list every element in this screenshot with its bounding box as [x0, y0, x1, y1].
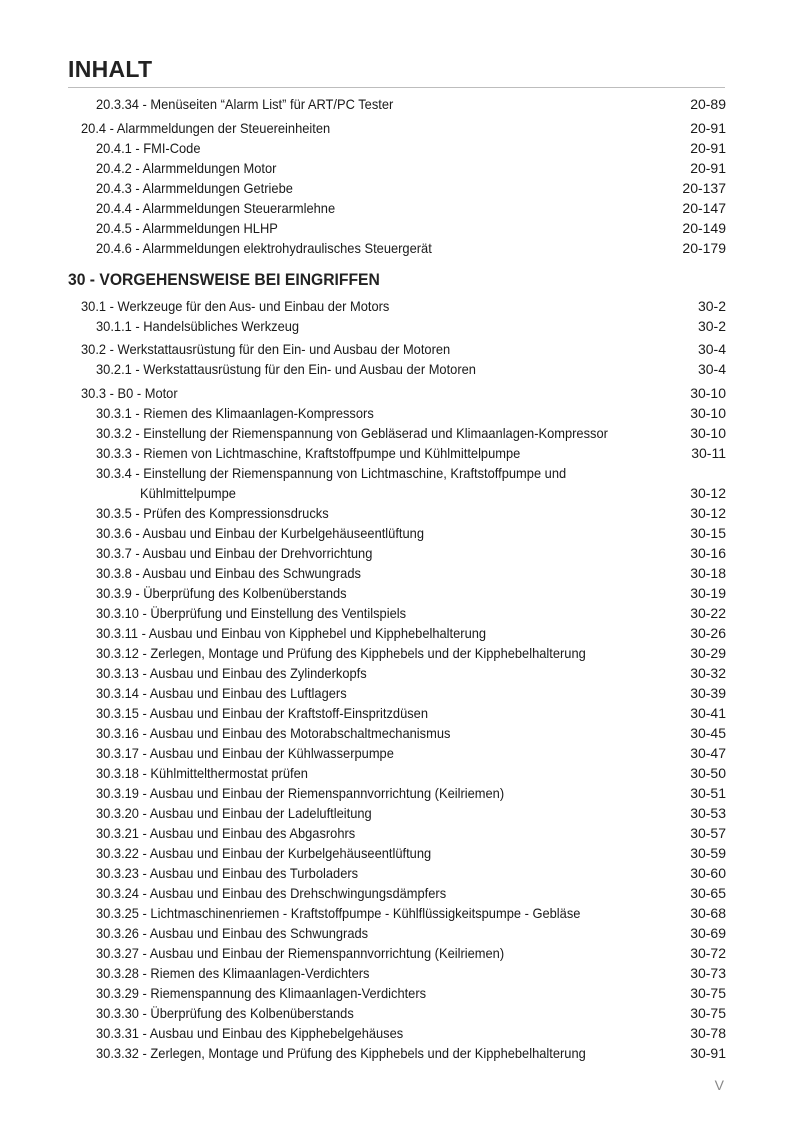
- toc-page-reference[interactable]: 30-53: [690, 805, 726, 821]
- toc-entry-link[interactable]: 30.3.7 - Ausbau und Einbau der Drehvorrichtung: [96, 545, 373, 561]
- toc-entry-link[interactable]: 30.3.1 - Riemen des Klimaanlagen-Kompressors: [96, 405, 374, 421]
- toc-entry-link[interactable]: 30.2 - Werkstattausrüstung für den Ein- und Ausbau der Motoren: [81, 341, 451, 357]
- toc-entry-link[interactable]: 20.4.1 - FMI-Code: [96, 140, 201, 156]
- toc-page-reference[interactable]: 30-91: [690, 1045, 726, 1061]
- toc-page-reference[interactable]: 20-91: [690, 160, 726, 176]
- toc-entry-link[interactable]: 30.3.32 - Zerlegen, Montage und Prüfung des Kipphebels und der Kipphebelhalterung: [96, 1045, 586, 1061]
- toc-entry-link[interactable]: 30.3.9 - Überprüfung des Kolbenüberstands: [96, 585, 347, 601]
- toc-entry-link[interactable]: 30.3.15 - Ausbau und Einbau der Kraftstoff-Einspritzdüsen: [96, 705, 429, 721]
- toc-entry-link[interactable]: 30.3.22 - Ausbau und Einbau der Kurbelgehäuseentlüftung: [96, 845, 432, 861]
- toc-entry-link[interactable]: 30.3.10 - Überprüfung und Einstellung des Ventilspiels: [96, 605, 407, 621]
- toc-page-reference[interactable]: 30-4: [697, 361, 726, 377]
- toc-page-reference[interactable]: 30-10: [690, 405, 726, 421]
- toc-page-reference[interactable]: 30-12: [690, 485, 726, 501]
- toc-page-reference[interactable]: 20-137: [682, 180, 726, 196]
- section-heading: 30 - VORGEHENSWEISE BEI EINGRIFFEN: [68, 271, 380, 289]
- toc-page-reference[interactable]: 30-73: [690, 965, 726, 981]
- toc-entry-link[interactable]: 30.3.6 - Ausbau und Einbau der Kurbelgehäuseentlüftung: [96, 525, 424, 541]
- toc-entry-link[interactable]: 30.3.30 - Überprüfung des Kolbenüberstands: [96, 1005, 354, 1021]
- toc-page-reference[interactable]: 20-179: [682, 240, 726, 256]
- toc-page-reference[interactable]: 30-16: [690, 545, 726, 561]
- toc-entry-link[interactable]: 30.3.21 - Ausbau und Einbau des Abgasrohrs: [96, 825, 356, 841]
- toc-page-reference[interactable]: 30-47: [690, 745, 726, 761]
- toc-page-reference[interactable]: 30-75: [690, 1005, 726, 1021]
- toc-page-reference[interactable]: 30-65: [690, 885, 726, 901]
- toc-entry-link[interactable]: 20.4.4 - Alarmmeldungen Steuerarmlehne: [96, 200, 336, 216]
- toc-entry-link[interactable]: 30.1.1 - Handelsübliches Werkzeug: [96, 318, 300, 334]
- toc-page-reference[interactable]: 30-41: [690, 705, 726, 721]
- toc-page-reference[interactable]: 30-4: [697, 341, 726, 357]
- toc-entry-link[interactable]: 30.3.26 - Ausbau und Einbau des Schwungrads: [96, 925, 369, 941]
- toc-page-reference[interactable]: 20-89: [690, 96, 726, 112]
- toc-entry-link[interactable]: 30.3.31 - Ausbau und Einbau des Kipphebelgehäuses: [96, 1025, 404, 1041]
- toc-entry-link[interactable]: 30.1 - Werkzeuge für den Aus- und Einbau der Motors: [81, 298, 390, 314]
- toc-entry-link[interactable]: 30.3.16 - Ausbau und Einbau des Motorabschaltmechanismus: [96, 725, 451, 741]
- toc-page-reference[interactable]: 30-32: [690, 665, 726, 681]
- toc-page-reference[interactable]: 30-18: [690, 565, 726, 581]
- toc-page-reference[interactable]: 30-45: [690, 725, 726, 741]
- toc-entry-link[interactable]: 30.2.1 - Werkstattausrüstung für den Ein- und Ausbau der Motoren: [96, 361, 476, 377]
- toc-page-reference[interactable]: 30-75: [690, 985, 726, 1001]
- toc-entry-link[interactable]: 20.4.5 - Alarmmeldungen HLHP: [96, 220, 278, 236]
- toc-entry-link[interactable]: 30.3.25 - Lichtmaschinenriemen - Kraftstoffpumpe - Kühlflüssigkeitspumpe - Gebläse: [96, 905, 581, 921]
- toc-entry-link[interactable]: 30.3.8 - Ausbau und Einbau des Schwungrads: [96, 565, 361, 581]
- toc-page-reference[interactable]: 20-91: [690, 120, 726, 136]
- toc-entry-link[interactable]: 30.3.23 - Ausbau und Einbau des Turboladers: [96, 865, 359, 881]
- toc-entry-link[interactable]: 30.3.28 - Riemen des Klimaanlagen-Verdichters: [96, 965, 370, 981]
- toc-page-reference[interactable]: 30-2: [697, 298, 726, 314]
- toc-entry-link[interactable]: 30.3.13 - Ausbau und Einbau des Zylinderkopfs: [96, 665, 367, 681]
- toc-page-reference[interactable]: 30-50: [690, 765, 726, 781]
- toc-entry-link[interactable]: 30.3.2 - Einstellung der Riemenspannung von Gebläserad und Klimaanlagen-Kompressor: [96, 425, 608, 441]
- toc-entry-link[interactable]: 20.3.34 - Menüseiten “Alarm List” für ART/PC Tester: [96, 96, 394, 112]
- toc-page-reference[interactable]: 30-29: [690, 645, 726, 661]
- toc-page-reference[interactable]: 30-69: [690, 925, 726, 941]
- toc-page-reference[interactable]: 30-12: [690, 505, 726, 521]
- toc-page-reference[interactable]: 30-26: [690, 625, 726, 641]
- toc-entry-link[interactable]: 30.3.29 - Riemenspannung des Klimaanlagen-Verdichters: [96, 985, 427, 1001]
- toc-page-reference[interactable]: 30-2: [697, 318, 726, 334]
- toc-page-reference[interactable]: 30-39: [690, 685, 726, 701]
- toc-entry-link[interactable]: 30.3.17 - Ausbau und Einbau der Kühlwasserpumpe: [96, 745, 394, 761]
- toc-page-reference[interactable]: 30-68: [690, 905, 726, 921]
- toc-page-reference[interactable]: 30-22: [690, 605, 726, 621]
- toc-page-reference[interactable]: 30-19: [690, 585, 726, 601]
- toc-page-reference[interactable]: 20-149: [682, 220, 726, 236]
- toc-entry-link[interactable]: 30.3.4 - Einstellung der Riemenspannung von Lichtmaschine, Kraftstoffpumpe und: [96, 465, 567, 481]
- toc-page-reference[interactable]: 20-91: [690, 140, 726, 156]
- toc-entry-link[interactable]: 30.3.14 - Ausbau und Einbau des Luftlagers: [96, 685, 347, 701]
- page-number: V: [714, 1077, 724, 1093]
- toc-entry-link[interactable]: 30.3.20 - Ausbau und Einbau der Ladeluftleitung: [96, 805, 372, 821]
- toc-entry-link[interactable]: 30.3 - B0 - Motor: [81, 385, 178, 401]
- toc-page-reference[interactable]: 30-11: [691, 445, 726, 461]
- toc-entry-link[interactable]: 30.3.5 - Prüfen des Kompressionsdrucks: [96, 505, 329, 521]
- toc-entry-link[interactable]: Kühlmittelpumpe: [140, 485, 236, 501]
- toc-page-reference[interactable]: 30-59: [690, 845, 726, 861]
- toc-entry-link[interactable]: 30.3.27 - Ausbau und Einbau der Riemenspannvorrichtung (Keilriemen): [96, 945, 505, 961]
- toc-page-reference[interactable]: 30-10: [690, 385, 726, 401]
- toc-page-reference[interactable]: 30-78: [690, 1025, 726, 1041]
- toc-page-reference[interactable]: 30-10: [690, 425, 726, 441]
- toc-page-reference[interactable]: 30-57: [690, 825, 726, 841]
- page-title: INHALT: [68, 56, 153, 82]
- title-divider: [68, 87, 725, 88]
- toc-page-reference[interactable]: 30-72: [690, 945, 726, 961]
- toc-page-reference[interactable]: 20-147: [682, 200, 726, 216]
- toc-page-reference[interactable]: 30-60: [690, 865, 726, 881]
- toc-entry-link[interactable]: 20.4.6 - Alarmmeldungen elektrohydraulisches Steuergerät: [96, 240, 432, 256]
- toc-entry-link[interactable]: 20.4 - Alarmmeldungen der Steuereinheiten: [81, 120, 331, 136]
- toc-entry-link[interactable]: 20.4.2 - Alarmmeldungen Motor: [96, 160, 277, 176]
- toc-entry-link[interactable]: 30.3.19 - Ausbau und Einbau der Riemenspannvorrichtung (Keilriemen): [96, 785, 505, 801]
- toc-entry-link[interactable]: 30.3.12 - Zerlegen, Montage und Prüfung des Kipphebels und der Kipphebelhalterung: [96, 645, 586, 661]
- toc-entry-link[interactable]: 30.3.3 - Riemen von Lichtmaschine, Kraftstoffpumpe und Kühlmittelpumpe: [96, 445, 521, 461]
- toc-page-reference[interactable]: 30-15: [690, 525, 726, 541]
- toc-entry-link[interactable]: 20.4.3 - Alarmmeldungen Getriebe: [96, 180, 293, 196]
- toc-entry-link[interactable]: 30.3.24 - Ausbau und Einbau des Drehschwingungsdämpfers: [96, 885, 447, 901]
- toc-entry-link[interactable]: 30.3.11 - Ausbau und Einbau von Kipphebel und Kipphebelhalterung: [96, 625, 487, 641]
- toc-entry-link[interactable]: 30.3.18 - Kühlmittelthermostat prüfen: [96, 765, 308, 781]
- toc-page-reference[interactable]: 30-51: [690, 785, 726, 801]
